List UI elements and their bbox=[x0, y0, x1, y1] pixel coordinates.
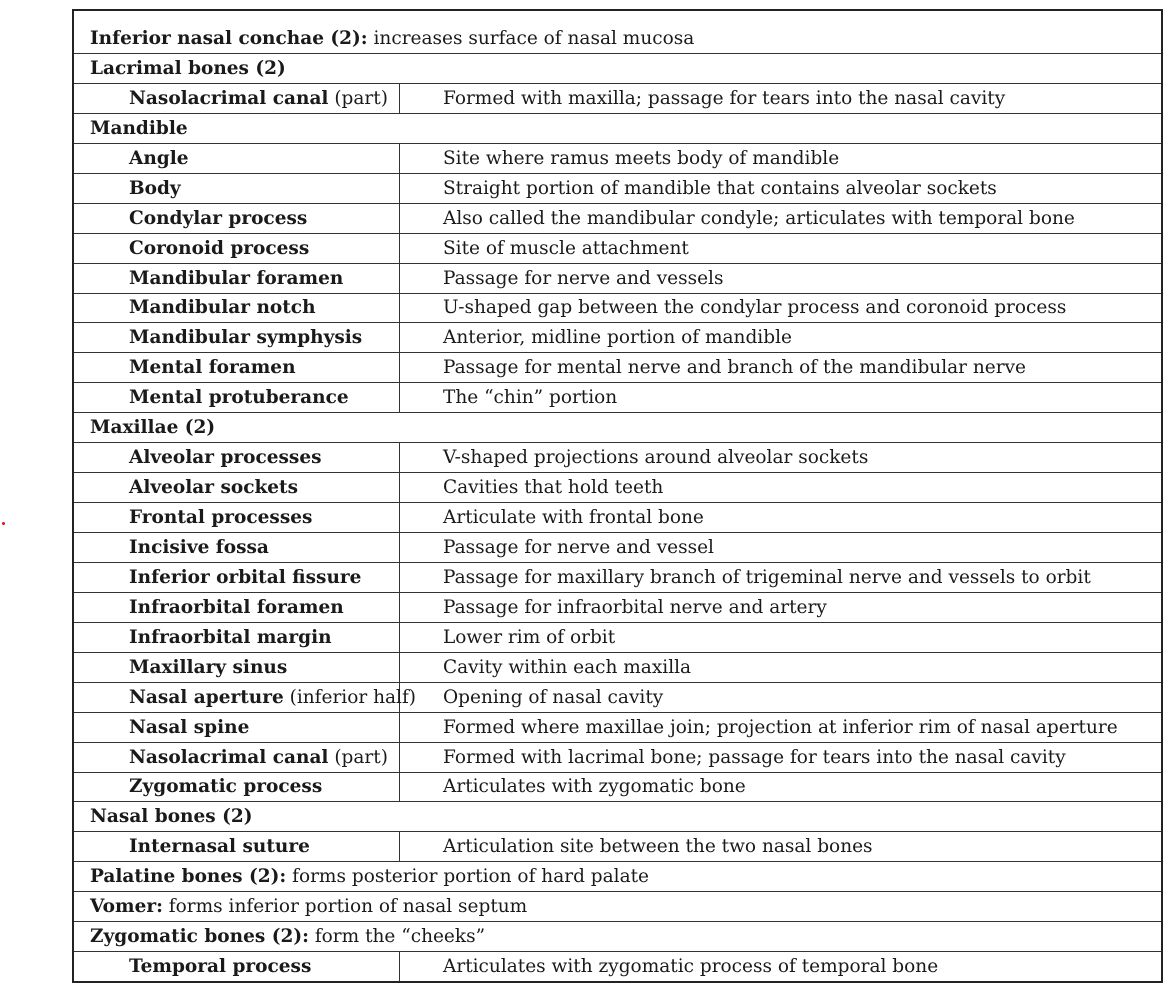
section-row bbox=[74, 891, 1161, 921]
section-row bbox=[74, 861, 1161, 891]
section-note: forms inferior portion of nasal septum bbox=[162, 896, 528, 918]
section-row bbox=[74, 113, 1161, 143]
description-cell: Articulate with frontal bone bbox=[443, 507, 704, 529]
term-cell bbox=[74, 563, 400, 592]
description-cell: Passage for infraorbital nerve and artery bbox=[443, 596, 827, 618]
section-heading bbox=[74, 926, 485, 947]
table-row bbox=[74, 742, 1161, 772]
term-name: Mandibular symphysis bbox=[129, 327, 363, 349]
term-cell bbox=[74, 383, 400, 412]
section-row bbox=[74, 921, 1161, 951]
table-row bbox=[74, 173, 1161, 203]
table-row bbox=[74, 263, 1161, 293]
description-cell: Anterior, midline portion of mandible bbox=[443, 327, 792, 349]
term-name: Zygomatic process bbox=[129, 776, 323, 798]
term-name: Inferior orbital fissure bbox=[129, 566, 362, 588]
table-row bbox=[74, 712, 1161, 742]
section-title: Zygomatic bones (2): bbox=[90, 926, 309, 948]
term-name: Maxillary sinus bbox=[129, 656, 288, 678]
term-cell bbox=[74, 84, 400, 113]
description-cell: Articulates with zygomatic bone bbox=[443, 776, 746, 798]
term-name: Alveolar sockets bbox=[129, 477, 299, 499]
term-qualifier: (part) bbox=[328, 746, 388, 768]
table-row bbox=[74, 442, 1161, 472]
table-row bbox=[74, 562, 1161, 592]
term-cell bbox=[74, 443, 400, 472]
section-title: Inferior nasal conchae (2): bbox=[90, 27, 368, 49]
table-row bbox=[74, 472, 1161, 502]
term-cell bbox=[74, 234, 400, 263]
section-row bbox=[74, 53, 1161, 83]
section-note: increases surface of nasal mucosa bbox=[367, 27, 695, 49]
description-cell: Formed with lacrimal bone; passage for tears into the nasal cavity bbox=[443, 746, 1066, 768]
section-heading bbox=[74, 417, 215, 438]
section-title: Mandible bbox=[90, 117, 188, 139]
section-title: Nasal bones (2) bbox=[90, 806, 253, 828]
section-note: forms posterior portion of hard palate bbox=[286, 866, 650, 888]
term-name: Frontal processes bbox=[129, 507, 313, 529]
term-name: Mandibular foramen bbox=[129, 267, 344, 289]
term-cell bbox=[74, 144, 400, 173]
description-cell: Opening of nasal cavity bbox=[443, 686, 664, 708]
term-name: Mandibular notch bbox=[129, 297, 316, 319]
term-name: Mental protuberance bbox=[129, 387, 349, 409]
section-heading bbox=[74, 866, 649, 887]
table-row bbox=[74, 322, 1161, 352]
table-row bbox=[74, 532, 1161, 562]
section-note: form the “cheeks” bbox=[308, 926, 486, 948]
description-cell: Also called the mandibular condyle; articulates with temporal bone bbox=[443, 207, 1075, 229]
table-row bbox=[74, 951, 1161, 981]
table-row bbox=[74, 233, 1161, 263]
term-cell bbox=[74, 683, 417, 712]
table-row bbox=[74, 622, 1161, 652]
table-row bbox=[74, 592, 1161, 622]
section-title: Maxillae (2) bbox=[90, 417, 216, 439]
term-name: Temporal process bbox=[129, 956, 312, 978]
term-cell bbox=[74, 713, 400, 742]
section-title: Palatine bones (2): bbox=[90, 866, 287, 888]
term-cell bbox=[74, 174, 400, 203]
term-cell bbox=[74, 503, 400, 532]
description-cell: Passage for maxillary branch of trigeminal nerve and vessels to orbit bbox=[443, 566, 1091, 588]
table-row bbox=[74, 143, 1161, 173]
table-row bbox=[74, 293, 1161, 323]
description-cell: Articulation site between the two nasal bones bbox=[443, 836, 873, 858]
term-name: Condylar process bbox=[129, 207, 308, 229]
description-cell: Site of muscle attachment bbox=[443, 237, 689, 259]
term-cell bbox=[74, 832, 400, 861]
section-row bbox=[74, 412, 1161, 442]
term-qualifier: (part) bbox=[328, 87, 388, 109]
section-heading bbox=[74, 118, 188, 139]
term-name: Nasal spine bbox=[129, 716, 250, 738]
term-cell bbox=[74, 533, 400, 562]
term-cell bbox=[74, 623, 400, 652]
table-row bbox=[74, 83, 1161, 113]
term-cell bbox=[74, 204, 400, 233]
term-name: Infraorbital margin bbox=[129, 626, 332, 648]
term-cell bbox=[74, 773, 400, 802]
term-name: Coronoid process bbox=[129, 237, 310, 259]
term-name: Nasal aperture bbox=[129, 686, 284, 708]
term-name: Infraorbital foramen bbox=[129, 596, 344, 618]
section-heading bbox=[74, 806, 253, 827]
table-row bbox=[74, 352, 1161, 382]
term-cell bbox=[74, 743, 400, 772]
term-name: Nasolacrimal canal bbox=[129, 87, 329, 109]
description-cell: Formed with maxilla; passage for tears into the nasal cavity bbox=[443, 87, 1006, 109]
description-cell: Passage for mental nerve and branch of the mandibular nerve bbox=[443, 357, 1026, 379]
section-title: Vomer: bbox=[90, 896, 163, 918]
table-row bbox=[74, 682, 1161, 712]
description-cell: Passage for nerve and vessel bbox=[443, 536, 714, 558]
description-cell: The “chin” portion bbox=[443, 387, 618, 409]
table-row bbox=[74, 652, 1161, 682]
term-cell bbox=[74, 323, 400, 352]
description-cell: Cavity within each maxilla bbox=[443, 656, 692, 678]
term-cell bbox=[74, 952, 400, 981]
description-cell: Lower rim of orbit bbox=[443, 626, 616, 648]
table-row bbox=[74, 203, 1161, 233]
term-qualifier: (inferior half) bbox=[283, 686, 417, 708]
section-title: Lacrimal bones (2) bbox=[90, 57, 286, 79]
term-name: Body bbox=[129, 177, 181, 199]
section-heading bbox=[74, 896, 527, 917]
table-row bbox=[74, 502, 1161, 532]
term-cell bbox=[74, 473, 400, 502]
term-cell bbox=[74, 653, 400, 682]
term-cell bbox=[74, 294, 400, 323]
description-cell: Cavities that hold teeth bbox=[443, 477, 664, 499]
description-cell: U-shaped gap between the condylar process and coronoid process bbox=[443, 297, 1067, 319]
description-cell: Formed where maxillae join; projection at inferior rim of nasal aperture bbox=[443, 716, 1118, 738]
section-row bbox=[74, 801, 1161, 831]
term-cell bbox=[74, 593, 400, 622]
table-row bbox=[74, 772, 1161, 802]
section-heading bbox=[74, 28, 694, 49]
description-cell: Articulates with zygomatic process of temporal bone bbox=[443, 956, 939, 978]
description-cell: Site where ramus meets body of mandible bbox=[443, 147, 840, 169]
term-name: Mental foramen bbox=[129, 357, 296, 379]
term-name: Alveolar processes bbox=[129, 447, 322, 469]
description-cell: V-shaped projections around alveolar sockets bbox=[443, 447, 869, 469]
description-cell: Passage for nerve and vessels bbox=[443, 267, 724, 289]
term-cell bbox=[74, 353, 400, 382]
description-cell: Straight portion of mandible that contains alveolar sockets bbox=[443, 177, 997, 199]
term-cell bbox=[74, 264, 400, 293]
section-heading bbox=[74, 58, 286, 79]
table-row bbox=[74, 382, 1161, 412]
term-name: Internasal suture bbox=[129, 836, 310, 858]
term-name: Angle bbox=[129, 147, 189, 169]
term-name: Incisive fossa bbox=[129, 536, 269, 558]
red-mark bbox=[2, 522, 5, 525]
table-row bbox=[74, 831, 1161, 861]
term-name: Nasolacrimal canal bbox=[129, 746, 329, 768]
section-row bbox=[74, 11, 1161, 53]
facial-bones-table bbox=[72, 9, 1163, 983]
